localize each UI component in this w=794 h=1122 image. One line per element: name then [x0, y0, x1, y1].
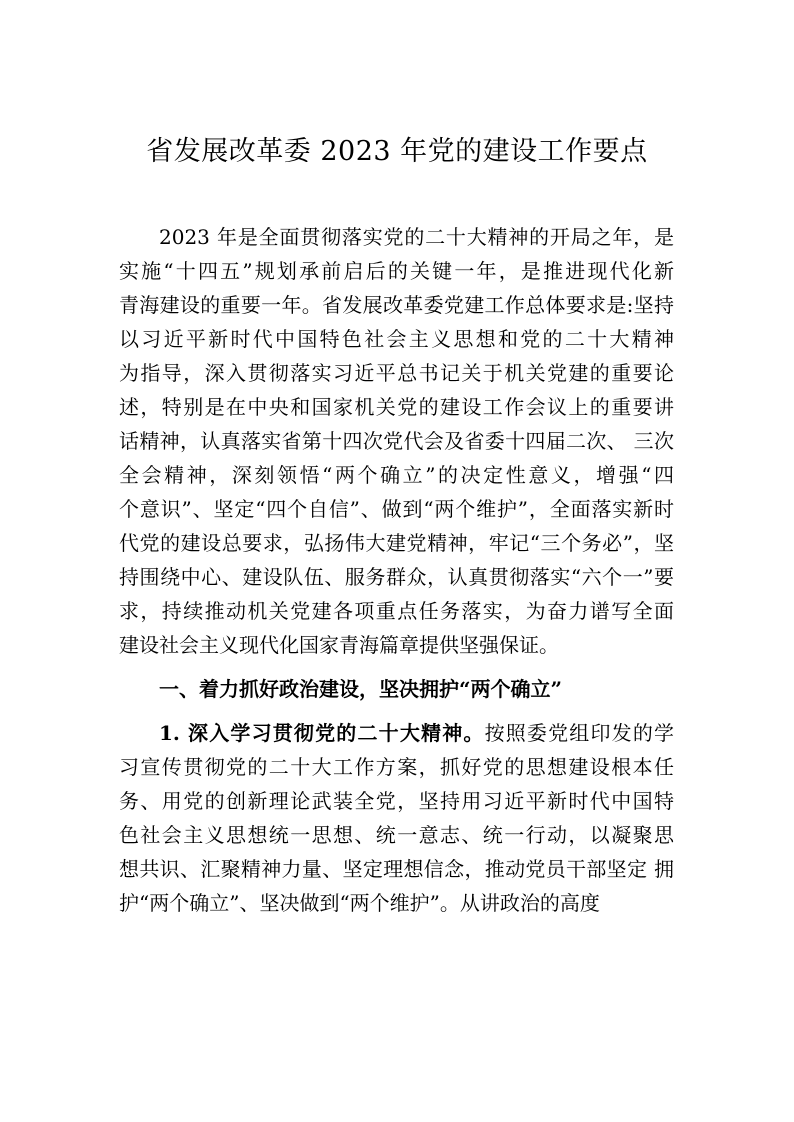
paragraph-line: 色社会主义思想统一思想、统一意志、统一行动，以凝聚思	[119, 823, 674, 847]
item-label: 1. 深入学习贯彻党的二十大精神。	[159, 721, 485, 745]
paragraph-line: 话精神，认真落实省第十四次党代会及省委十四届二次、 三次	[119, 429, 674, 453]
paragraph-line: 述，特别是在中央和国家机关党的建设工作会议上的重要讲	[119, 395, 674, 419]
paragraph-line: 务、用党的创新理论武装全党，坚持用习近平新时代中国特	[119, 789, 674, 813]
item-text: 按照委党组印发的学	[484, 721, 675, 745]
paragraph-line: 求，持续推动机关党建各项重点任务落实，为奋力谱写全面	[119, 599, 674, 623]
section-heading: 一、着力抓好政治建设，坚决拥护“两个确立”	[159, 677, 563, 701]
paragraph-line: 个意识”、坚定“四个自信”、做到“两个维护”，全面落实新时	[119, 497, 674, 521]
paragraph-line: 青海建设的重要一年。省发展改革委党建工作总体要求是:坚持	[119, 293, 674, 317]
paragraph-line: 护“两个确立”、坚决做到“两个维护”。从讲政治的高度	[119, 891, 600, 915]
paragraph-line: 想共识、汇聚精神力量、坚定理想信念，推动党员干部坚定 拥	[119, 857, 674, 881]
item-first-line	[159, 718, 674, 748]
paragraph-line: 为指导，深入贯彻落实习近平总书记关于机关党建的重要论	[119, 361, 674, 385]
paragraph-line: 全会精神，深刻领悟“两个确立”的决定性意义，增强“四	[119, 463, 674, 487]
document-title: 省发展改革委 2023 年党的建设工作要点	[146, 136, 648, 167]
paragraph-line: 持围绕中心、建设队伍、服务群众，认真贯彻落实“六个一”要	[119, 565, 674, 589]
paragraph-line: 建设社会主义现代化国家青海篇章提供坚强保证。	[119, 633, 559, 657]
paragraph-line: 2023 年是全面贯彻落实党的二十大精神的开局之年，是	[159, 225, 674, 249]
paragraph-line: 代党的建设总要求，弘扬伟大建党精神，牢记“三个务必”，坚	[119, 531, 674, 555]
paragraph-line: 实施“十四五”规划承前启后的关键一年，是推进现代化新	[119, 259, 674, 283]
paragraph-line: 习宣传贯彻党的二十大工作方案，抓好党的思想建设根本任	[119, 755, 674, 779]
paragraph-line: 以习近平新时代中国特色社会主义思想和党的二十大精神	[119, 327, 674, 351]
